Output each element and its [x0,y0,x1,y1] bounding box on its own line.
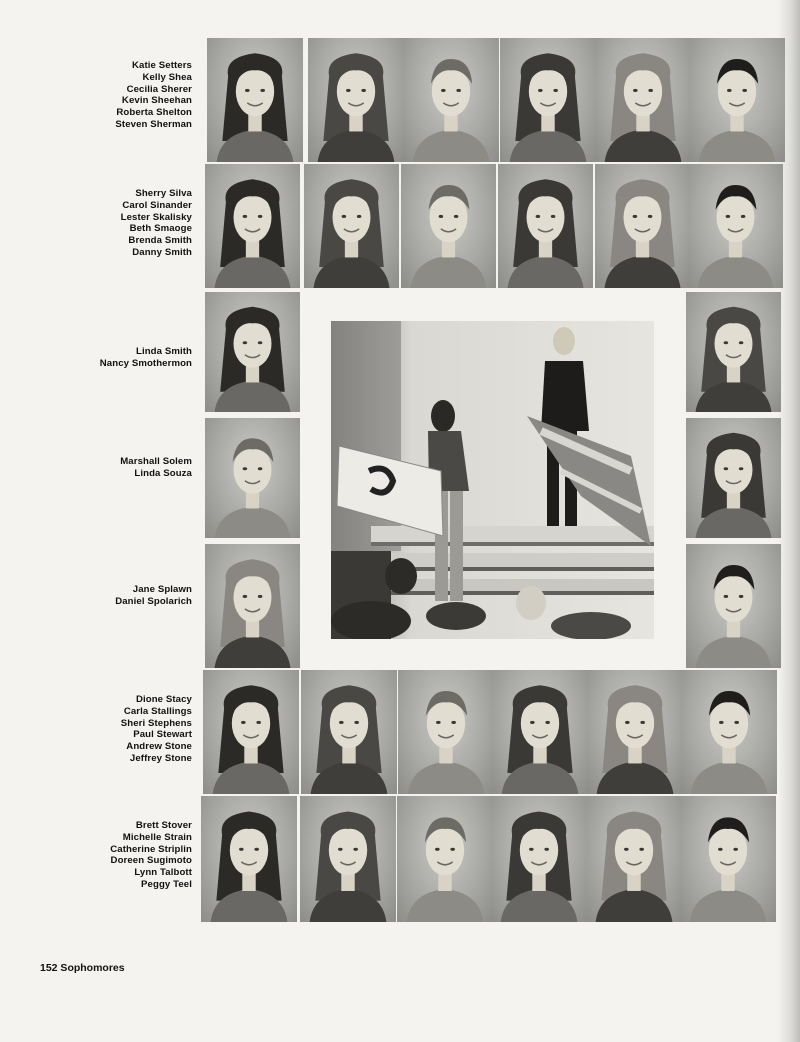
student-portrait [680,796,776,922]
student-portrait [681,670,777,794]
student-portrait [686,418,781,538]
name-caption-group-1 [60,60,192,131]
student-portrait [308,38,404,162]
name-caption-group-6 [60,694,192,765]
student-portrait [587,670,683,794]
student-name: Nancy Smothermon [99,357,192,369]
student-name: Kelly Shea [142,71,192,83]
student-name: Linda Souza [134,467,192,479]
student-name: Cecilia Sherer [126,83,192,95]
student-name: Beth Smaoge [129,223,192,235]
student-name: Jane Splawn [132,584,192,595]
student-name: Katie Setters [132,60,192,71]
student-name: Jeffrey Stone [129,752,192,764]
student-name: Carol Sinander [122,199,192,211]
student-portrait [398,670,494,794]
student-name: Lester Skalisky [120,211,192,223]
student-portrait [595,164,690,288]
student-portrait [500,38,596,162]
student-portrait [304,164,399,288]
student-name: Roberta Shelton [116,107,192,119]
student-name: Sherry Silva [135,188,192,199]
student-portrait [498,164,593,288]
student-name: Steven Sherman [115,118,192,130]
student-portrait [401,164,496,288]
name-caption-group-7 [60,820,192,891]
student-portrait [301,670,397,794]
student-name: Lynn Talbott [134,867,192,879]
student-portrait [397,796,493,922]
student-name: Marshall Solem [120,456,192,467]
candid-photo [331,321,654,639]
student-portrait [205,292,300,412]
student-portrait [201,796,297,922]
student-name: Brett Stover [135,820,192,831]
student-portrait [491,796,587,922]
student-name: Paul Stewart [133,729,192,741]
student-portrait [205,164,300,288]
student-name: Kevin Sheehan [121,95,192,107]
student-name: Brenda Smith [128,235,192,247]
student-name: Peggy Teel [141,878,192,890]
student-portrait [403,38,499,162]
student-portrait [300,796,396,922]
student-portrait [203,670,299,794]
student-portrait [686,544,781,668]
student-portrait [688,164,783,288]
student-name: Sheri Stephens [120,717,192,729]
student-name: Carla Stallings [123,705,192,717]
student-name: Danny Smith [132,246,192,258]
page-folio: 152 Sophomores [40,962,125,974]
student-portrait [207,38,303,162]
name-caption-group-5 [60,584,192,608]
student-name: Doreen Sugimoto [110,855,192,867]
student-name: Linda Smith [136,346,192,357]
student-portrait [205,544,300,668]
student-name: Andrew Stone [126,741,192,753]
student-name: Catherine Striplin [110,843,192,855]
student-portrait [586,796,682,922]
student-portrait [689,38,785,162]
student-name: Daniel Spolarich [115,595,192,607]
student-portrait [686,292,781,412]
name-caption-group-2 [60,188,192,259]
student-name: Dione Stacy [135,694,192,705]
student-portrait [492,670,588,794]
name-caption-group-3 [60,346,192,370]
name-caption-group-4 [60,456,192,480]
student-name: Michelle Strain [122,831,192,843]
student-portrait [595,38,691,162]
student-portrait [205,418,300,538]
